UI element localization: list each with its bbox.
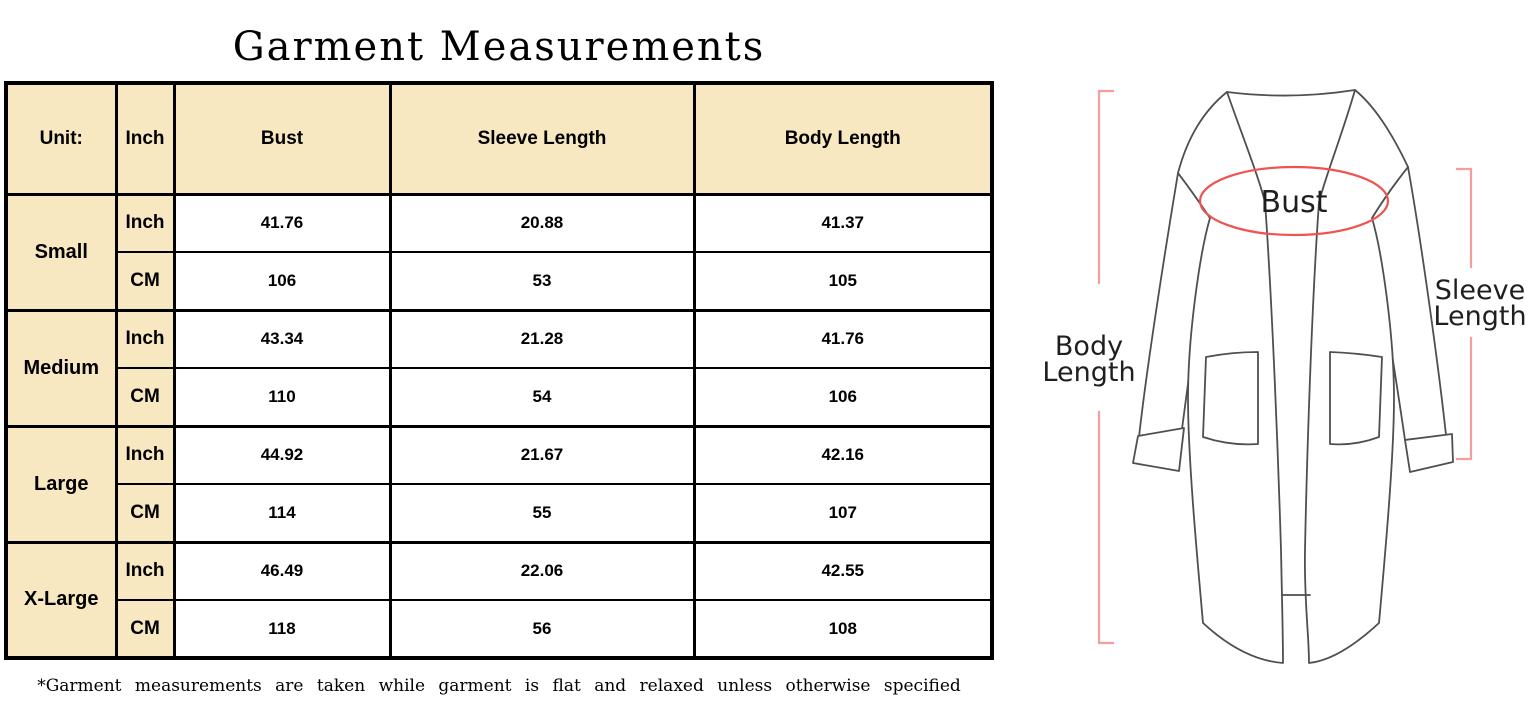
right-cuff: [1405, 434, 1453, 472]
table-row: [6, 484, 992, 542]
collar-line: [1227, 90, 1355, 96]
pocket-left: [1203, 352, 1258, 444]
table-row: [6, 600, 992, 658]
header-bust: Bust: [174, 83, 390, 194]
value-cell: 46.49: [174, 542, 390, 600]
table-row: [6, 368, 992, 426]
unit-cell: CM: [116, 600, 174, 658]
value-cell: 42.16: [694, 426, 992, 484]
value-cell: 22.06: [390, 542, 694, 600]
unit-cell: Inch: [116, 542, 174, 600]
garment-measurements-table: [4, 81, 994, 660]
size-cell-medium: Medium: [6, 310, 116, 426]
size-cell-large: Large: [6, 426, 116, 542]
value-cell: 107: [694, 484, 992, 542]
value-cell: 55: [390, 484, 694, 542]
pocket-right: [1330, 352, 1382, 444]
unit-cell: Inch: [116, 194, 174, 252]
size-cell-small: Small: [6, 194, 116, 310]
value-cell: 21.67: [390, 426, 694, 484]
value-cell: 43.34: [174, 310, 390, 368]
value-cell: 108: [694, 600, 992, 658]
table-row: [6, 426, 992, 484]
unit-cell: CM: [116, 252, 174, 310]
unit-cell: CM: [116, 368, 174, 426]
unit-cell: Inch: [116, 426, 174, 484]
body-length-label-line2: Length: [1042, 357, 1136, 388]
value-cell: 41.76: [694, 310, 992, 368]
header-unit: Unit:: [6, 83, 116, 194]
value-cell: 41.76: [174, 194, 390, 252]
value-cell: 42.55: [694, 542, 992, 600]
value-cell: 54: [390, 368, 694, 426]
sleeve-length-label-line2: Length: [1433, 301, 1527, 332]
bust-label: Bust: [1260, 185, 1328, 220]
body-length-label-line1: Body: [1054, 331, 1124, 362]
value-cell: 106: [174, 252, 390, 310]
garment-diagram: [1030, 0, 1536, 721]
header-sleeve-length: Sleeve Length: [390, 83, 694, 194]
table-row: [6, 310, 992, 368]
unit-cell: CM: [116, 484, 174, 542]
table-header-row: [6, 83, 992, 194]
value-cell: 21.28: [390, 310, 694, 368]
value-cell: 110: [174, 368, 390, 426]
size-cell-x-large: X-Large: [6, 542, 116, 658]
unit-cell: Inch: [116, 310, 174, 368]
value-cell: 105: [694, 252, 992, 310]
sleeve-length-label-line1: Sleeve: [1434, 275, 1526, 306]
table-row: [6, 252, 992, 310]
value-cell: 20.88: [390, 194, 694, 252]
value-cell: 106: [694, 368, 992, 426]
value-cell: 53: [390, 252, 694, 310]
header-body-length: Body Length: [694, 83, 992, 194]
header-unit-column: Inch: [116, 83, 174, 194]
measurement-footnote: *Garment measurements are taken while garment is flat and relaxed unless otherwise specified: [37, 676, 961, 696]
table-row: [6, 194, 992, 252]
value-cell: 56: [390, 600, 694, 658]
value-cell: 114: [174, 484, 390, 542]
value-cell: 41.37: [694, 194, 992, 252]
value-cell: 44.92: [174, 426, 390, 484]
page-title: Garment Measurements: [232, 24, 766, 70]
table-row: [6, 542, 992, 600]
value-cell: 118: [174, 600, 390, 658]
